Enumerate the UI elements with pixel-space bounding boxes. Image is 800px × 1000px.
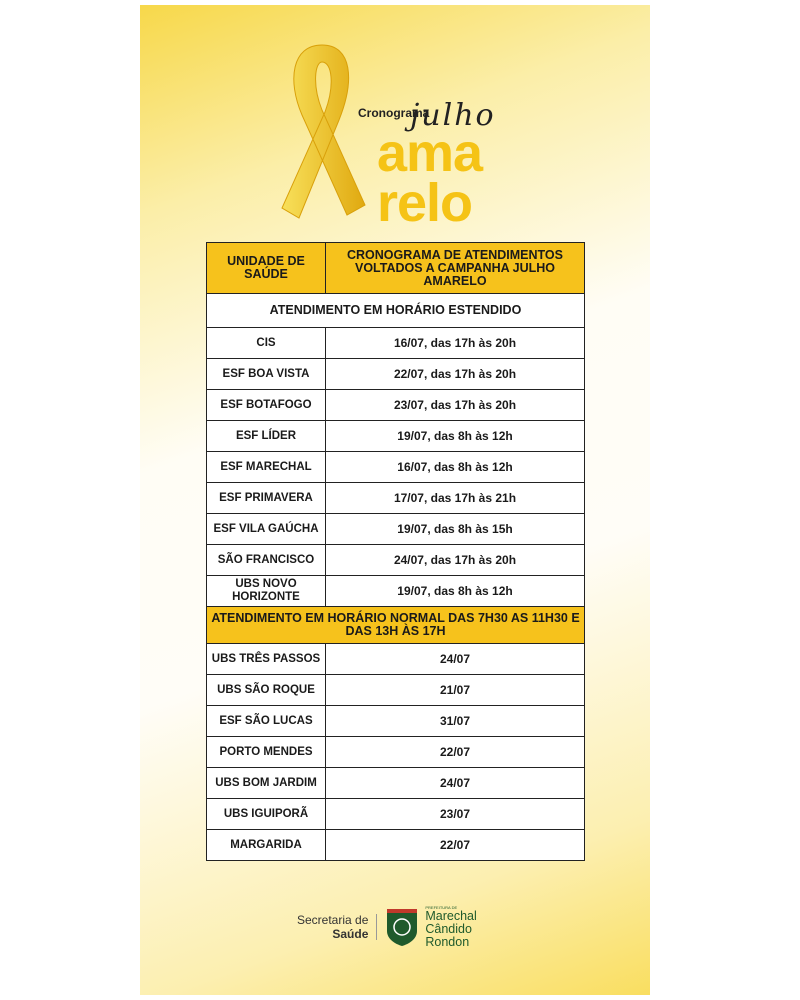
table-row xyxy=(207,545,585,576)
table-row xyxy=(207,452,585,483)
table-row xyxy=(207,737,585,768)
section-title: ATENDIMENTO EM HORÁRIO NORMAL DAS 7H30 AS 11H30 E DAS 13H ÀS 17H xyxy=(207,607,585,644)
unit-cell: ESF VILA GAÚCHA xyxy=(207,514,326,545)
unit-cell: UBS BOM JARDIM xyxy=(207,768,326,799)
table-row xyxy=(207,576,585,607)
julho-amarelo-logo xyxy=(355,98,535,233)
table-row xyxy=(207,390,585,421)
date-cell: 16/07, das 17h às 20h xyxy=(326,328,585,359)
unit-cell: ESF LÍDER xyxy=(207,421,326,452)
logo-julho: julho xyxy=(410,98,496,133)
table-row xyxy=(207,675,585,706)
date-cell: 22/07, das 17h às 20h xyxy=(326,359,585,390)
date-cell: 17/07, das 17h às 21h xyxy=(326,483,585,514)
header-schedule: CRONOGRAMA DE ATENDIMENTOS VOLTADOS A CAMPANHA JULHO AMARELO xyxy=(326,243,585,294)
date-cell: 21/07 xyxy=(326,675,585,706)
pref-small: PREFEITURA DE xyxy=(425,905,458,910)
table-row xyxy=(207,514,585,545)
unit-cell: ESF BOA VISTA xyxy=(207,359,326,390)
pref-line2: Cândido xyxy=(425,922,472,936)
table-row xyxy=(207,830,585,861)
unit-cell: UBS NOVO HORIZONTE xyxy=(207,576,326,607)
unit-cell: UBS IGUIPORÃ xyxy=(207,799,326,830)
date-cell: 24/07 xyxy=(326,644,585,675)
section-extended xyxy=(207,294,585,328)
date-cell: 19/07, das 8h às 12h xyxy=(326,576,585,607)
date-cell: 23/07, das 17h às 20h xyxy=(326,390,585,421)
unit-cell: ESF PRIMAVERA xyxy=(207,483,326,514)
yellow-ribbon-icon xyxy=(277,40,367,220)
date-cell: 24/07, das 17h às 20h xyxy=(326,545,585,576)
date-cell: 19/07, das 8h às 15h xyxy=(326,514,585,545)
section-title: ATENDIMENTO EM HORÁRIO ESTENDIDO xyxy=(207,294,585,328)
logo-relo: relo xyxy=(377,173,473,233)
city-crest-icon xyxy=(385,907,419,947)
pref-line3: Rondon xyxy=(425,935,470,949)
schedule-table xyxy=(206,242,585,861)
table-row xyxy=(207,483,585,514)
unit-cell: ESF BOTAFOGO xyxy=(207,390,326,421)
table-row xyxy=(207,644,585,675)
table-row xyxy=(207,328,585,359)
table-row xyxy=(207,359,585,390)
unit-cell: SÃO FRANCISCO xyxy=(207,545,326,576)
table-row xyxy=(207,421,585,452)
table-row xyxy=(207,799,585,830)
unit-cell: UBS SÃO ROQUE xyxy=(207,675,326,706)
table-row xyxy=(207,706,585,737)
date-cell: 23/07 xyxy=(326,799,585,830)
unit-cell: MARGARIDA xyxy=(207,830,326,861)
logo-ama: ama xyxy=(377,123,483,183)
prefeitura-logo xyxy=(425,905,476,949)
secretaria-logo xyxy=(297,913,368,941)
date-cell: 16/07, das 8h às 12h xyxy=(326,452,585,483)
date-cell: 19/07, das 8h às 12h xyxy=(326,421,585,452)
unit-cell: ESF MARECHAL xyxy=(207,452,326,483)
divider xyxy=(376,914,377,940)
table-row xyxy=(207,768,585,799)
pref-line1: Marechal xyxy=(425,909,477,923)
secretaria-line2: Saúde xyxy=(332,927,369,941)
unit-cell: ESF SÃO LUCAS xyxy=(207,706,326,737)
date-cell: 22/07 xyxy=(326,830,585,861)
unit-cell: UBS TRÊS PASSOS xyxy=(207,644,326,675)
header-unit: UNIDADE DE SAÚDE xyxy=(207,243,326,294)
table-header xyxy=(207,243,585,294)
unit-cell: CIS xyxy=(207,328,326,359)
logo-cronograma: Cronograma xyxy=(358,106,430,120)
date-cell: 22/07 xyxy=(326,737,585,768)
footer-logos xyxy=(297,905,477,949)
date-cell: 31/07 xyxy=(326,706,585,737)
date-cell: 24/07 xyxy=(326,768,585,799)
unit-cell: PORTO MENDES xyxy=(207,737,326,768)
secretaria-line1: Secretaria de xyxy=(297,913,369,927)
section-normal xyxy=(207,607,585,644)
